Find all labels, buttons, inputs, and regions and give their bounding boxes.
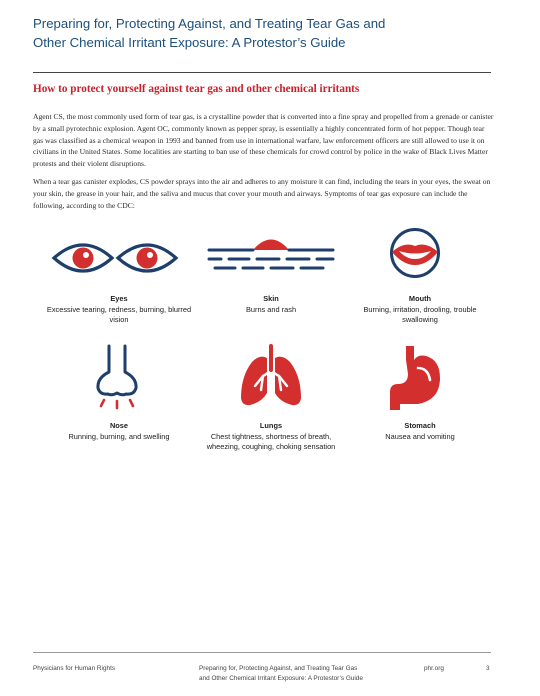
footer-document-title-line-2: and Other Chemical Irritant Exposure: A Protestor’s Guide [199,675,363,682]
symptom-title: Skin [263,294,279,303]
symptom-title: Stomach [404,421,436,430]
symptom-description: Running, burning, and swelling [68,431,170,441]
paragraph-agent-cs: Agent CS, the most commonly used form of tear gas, is a crystalline powder that is converted into a fine spray and propelled from a grenade or canister by a small pyrotechnic explosion. Agent OC, commonly known as pepper spray, is essentially a highly concentrated form of hot pepper. Though tear gas was classified as a chemical weapon in 1993 and banned from use in international warfare, law enforcement officers are still allowed to use it on civilians in the United States. Some localities are starting to ban use of these chemicals for crowd control by police in the wake of Black Lives Matter protests and their violent disruptions. [33,112,494,169]
symptom-mouth [345,294,495,326]
document-title-line-2: Other Chemical Irritant Exposure: A Protestor’s Guide [33,35,346,50]
section-heading: How to protect yourself against tear gas and other chemical irritants [33,83,360,95]
footer-divider [33,652,491,653]
footer-document-title [199,664,363,684]
document-title-line-1: Preparing for, Protecting Against, and Treating Tear Gas and [33,16,386,31]
mouth-icon [384,228,446,278]
symptom-title: Eyes [110,294,128,303]
symptom-nose [44,421,194,442]
symptom-eyes [44,294,194,326]
symptom-title: Mouth [408,294,432,303]
symptom-description: Burns and rash [245,304,297,314]
eyes-icon [50,238,180,278]
footer-page-number: 3 [486,665,490,672]
footer-document-title-line-1: Preparing for, Protecting Against, and Treating Tear Gas [199,665,358,672]
symptom-lungs [196,421,346,453]
skin-icon [205,228,337,274]
footer-organization: Physicians for Human Rights [33,665,116,672]
stomach-icon [384,344,444,410]
footer-website: phr.org [424,665,444,672]
symptom-description: Burning, irritation, drooling, trouble swallowing [363,304,477,324]
symptom-title: Lungs [259,421,283,430]
symptom-title: Nose [109,421,129,430]
symptom-description: Excessive tearing, redness, burning, blurred vision [46,304,192,324]
lungs-icon [238,344,304,410]
symptom-stomach [345,421,495,442]
symptom-description: Chest tightness, shortness of breath, wheezing, coughing, choking sensation [206,431,336,451]
symptom-skin [196,294,346,315]
symptom-description: Nausea and vomiting [385,431,455,441]
document-title [33,14,503,52]
paragraph-tear-gas-canister: When a tear gas canister explodes, CS powder sprays into the air and adheres to any moisture it can find, including the tears in your eyes, the sweat on your skin, the grease in your hair, and the saliva and mucus that cover your mouth and airways. Symptoms of tear gas exposure can include the following, according to the CDC: [33,177,491,210]
nose-icon [92,344,142,410]
header-divider [33,72,491,73]
